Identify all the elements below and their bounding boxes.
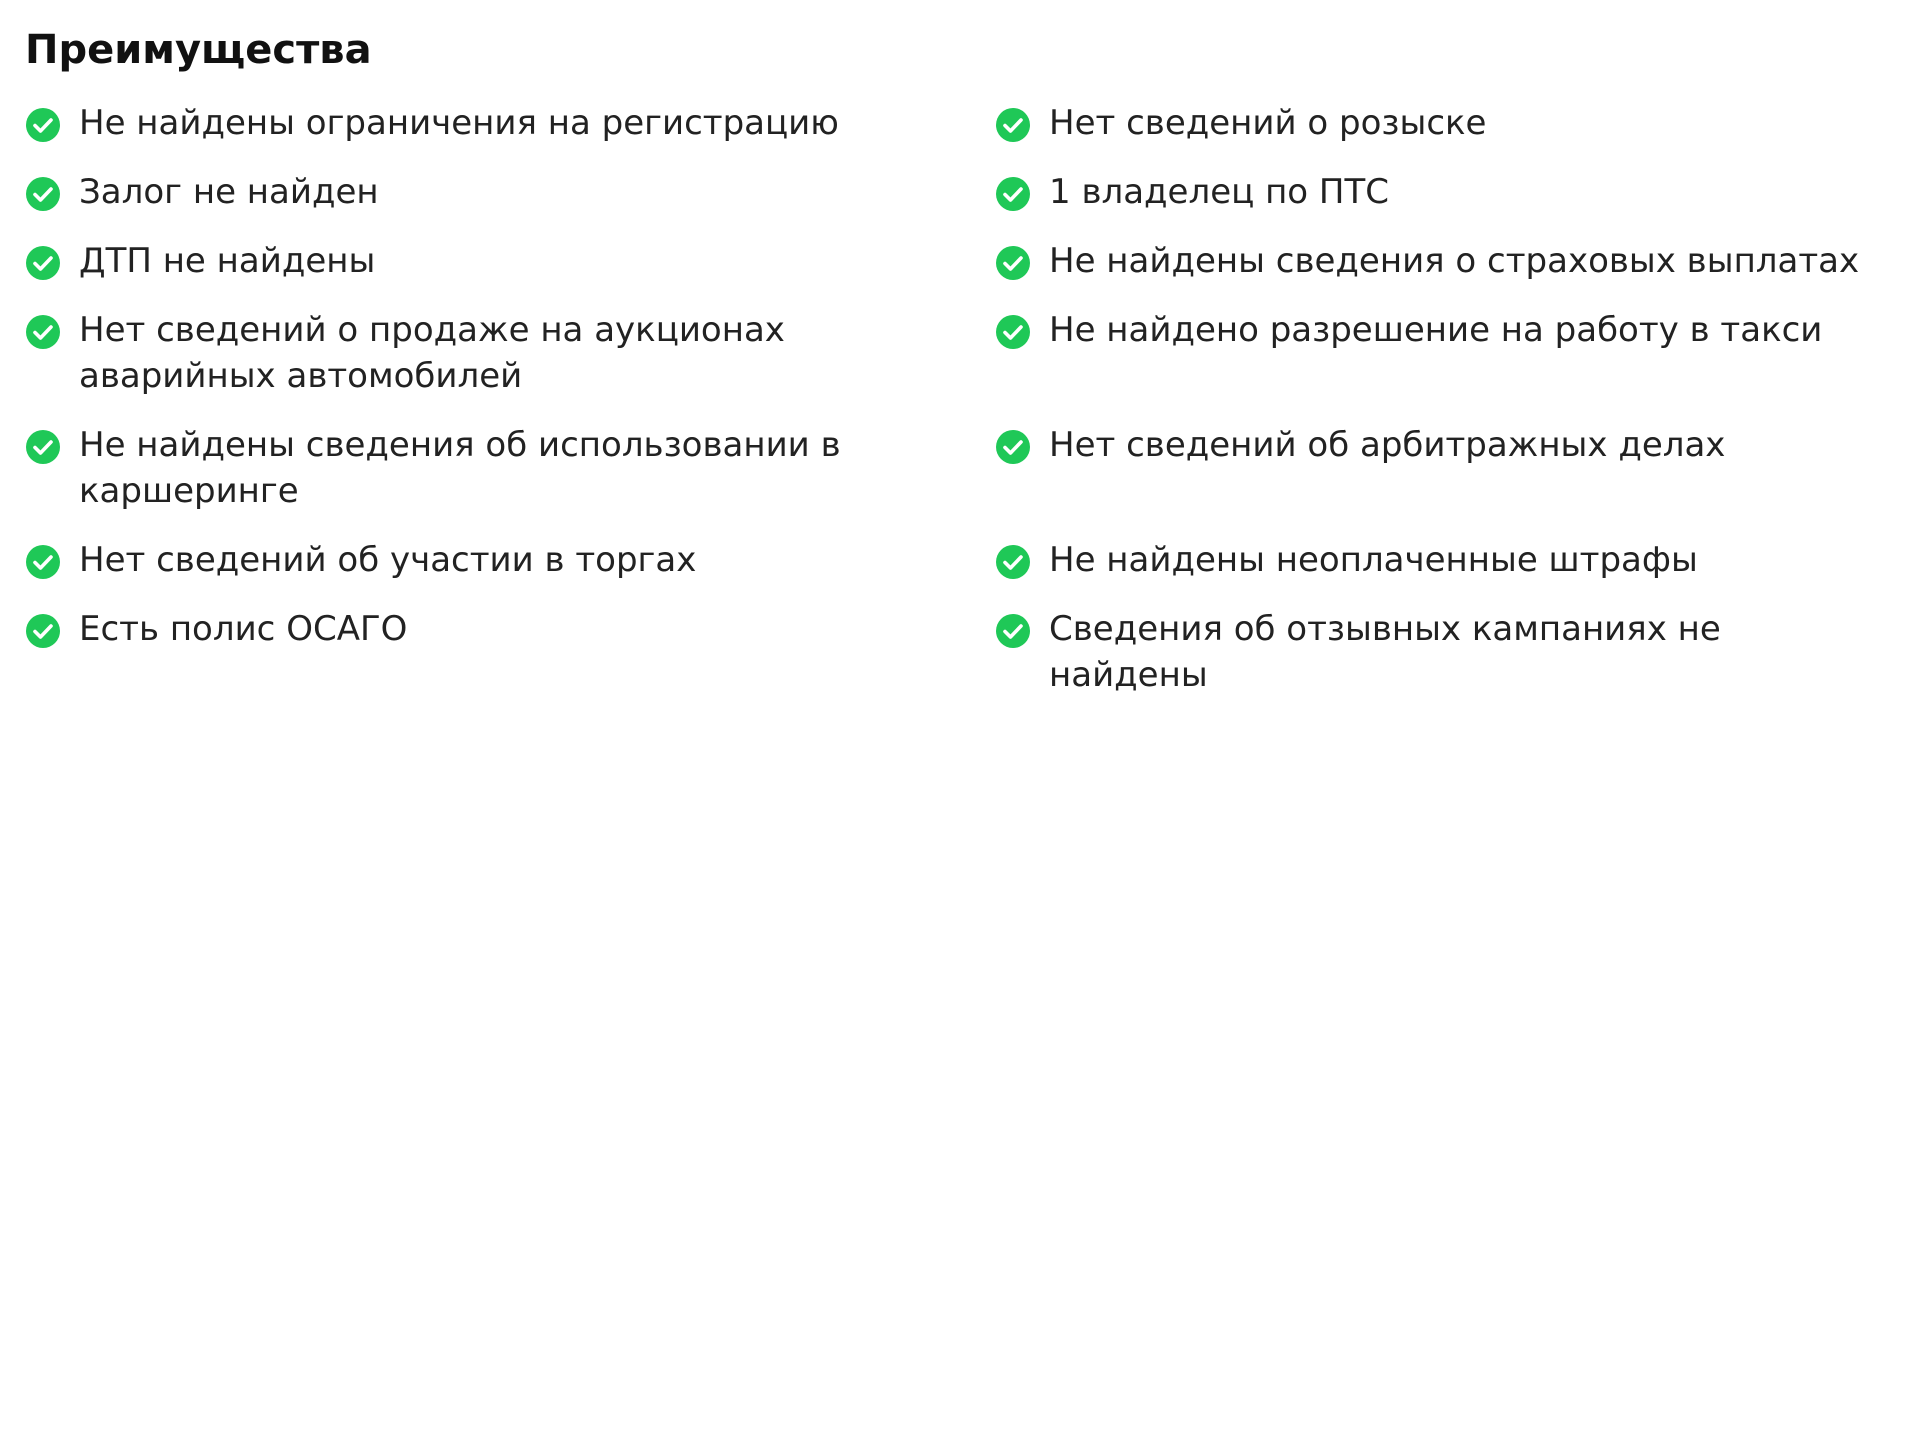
advantage-text: Сведения об отзывных кампаниях не найдены bbox=[1049, 609, 1721, 695]
advantage-item bbox=[995, 537, 1875, 583]
check-circle-icon bbox=[995, 176, 1031, 212]
check-circle-icon bbox=[995, 245, 1031, 281]
advantage-text: ДТП не найдены bbox=[79, 241, 376, 281]
advantage-item bbox=[995, 422, 1875, 514]
check-circle-icon bbox=[995, 107, 1031, 143]
advantage-text: Не найдены сведения об использовании в каршеринге bbox=[79, 425, 841, 511]
advantage-text: Залог не найден bbox=[79, 172, 379, 212]
advantage-item bbox=[995, 606, 1875, 698]
advantage-text: Нет сведений о розыске bbox=[1049, 103, 1487, 143]
advantage-text: Нет сведений о продаже на аукционах аварийных автомобилей bbox=[79, 310, 785, 396]
check-circle-icon bbox=[995, 613, 1031, 649]
advantage-item bbox=[25, 537, 995, 583]
advantage-item bbox=[25, 422, 995, 514]
advantage-text: Нет сведений об участии в торгах bbox=[79, 540, 697, 580]
advantage-text: Не найдено разрешение на работу в такси bbox=[1049, 310, 1823, 350]
advantage-text: Не найдены ограничения на регистрацию bbox=[79, 103, 839, 143]
advantages-section bbox=[25, 26, 1895, 721]
check-circle-icon bbox=[25, 176, 61, 212]
advantage-text: Нет сведений об арбитражных делах bbox=[1049, 425, 1726, 465]
advantages-grid bbox=[25, 100, 1895, 721]
check-circle-icon bbox=[995, 314, 1031, 350]
advantage-text: Есть полис ОСАГО bbox=[79, 609, 408, 649]
advantage-item bbox=[995, 238, 1875, 284]
advantage-item bbox=[25, 238, 995, 284]
check-circle-icon bbox=[25, 429, 61, 465]
check-circle-icon bbox=[25, 107, 61, 143]
check-circle-icon bbox=[25, 613, 61, 649]
check-circle-icon bbox=[25, 245, 61, 281]
advantage-item bbox=[25, 100, 995, 146]
check-circle-icon bbox=[25, 544, 61, 580]
section-title: Преимущества bbox=[25, 27, 372, 73]
advantage-item bbox=[25, 606, 995, 698]
advantage-text: 1 владелец по ПТС bbox=[1049, 172, 1389, 212]
advantage-item bbox=[25, 169, 995, 215]
advantage-item bbox=[995, 100, 1875, 146]
advantage-text: Не найдены неоплаченные штрафы bbox=[1049, 540, 1698, 580]
advantage-item bbox=[995, 169, 1875, 215]
check-circle-icon bbox=[995, 544, 1031, 580]
advantage-item bbox=[25, 307, 995, 399]
advantage-text: Не найдены сведения о страховых выплатах bbox=[1049, 241, 1860, 281]
advantage-item bbox=[995, 307, 1875, 399]
check-circle-icon bbox=[995, 429, 1031, 465]
check-circle-icon bbox=[25, 314, 61, 350]
